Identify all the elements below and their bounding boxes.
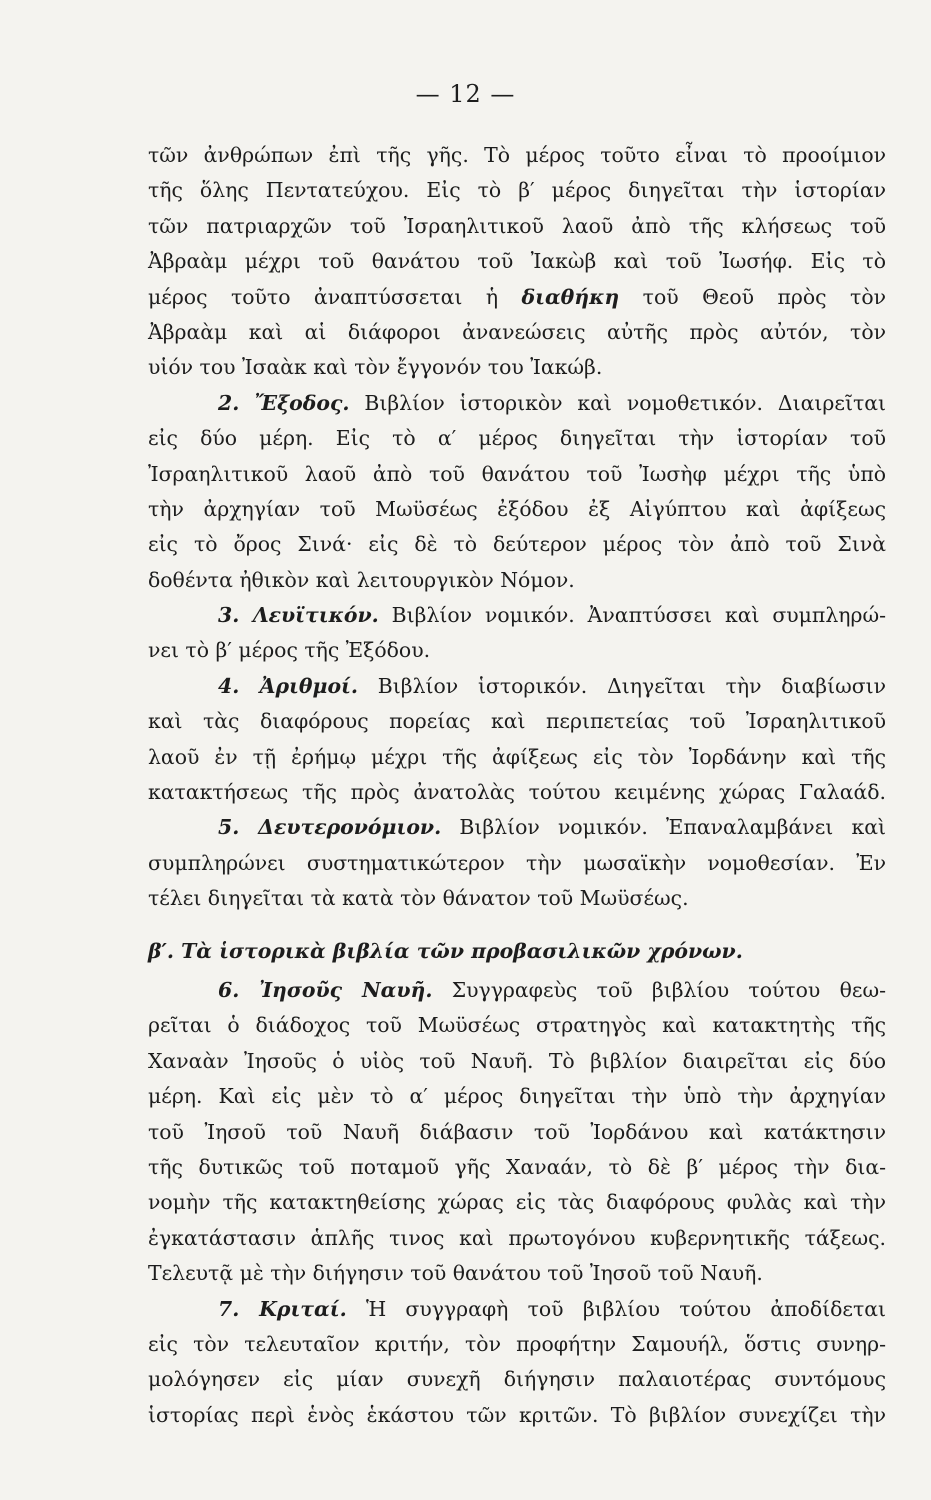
text-line: κατακτήσεως τῆς πρὸς ἀνατολὰς τούτου κειμένης χώρας Γαλαάδ. [148,780,886,805]
text-fragment: Βιβλίον νομικόν. Ἐπαναλαμβάνει καὶ [441,815,886,840]
text-line: μέρη. Καὶ εἰς μὲν τὸ α′ μέρος διηγεῖται τὴν ὑπὸ τὴν ἀρχηγίαν [148,1084,886,1109]
text-line: δοθέντα ἠθικὸν καὶ λειτουργικὸν Νόμον. [148,567,575,592]
text-line: νει τὸ β′ μέρος τῆς Ἐξόδου. [148,638,431,663]
text-line: Τελευτᾷ μὲ τὴν διήγησιν τοῦ θανάτου τοῦ Ἰησοῦ τοῦ Ναυῆ. [148,1261,763,1286]
text-line: υἱόν του Ἰσαὰκ καὶ τὸν ἔγγονόν του Ἰακώβ. [148,355,603,380]
text-line [148,280,886,315]
entry-heading: 4. Ἀριθμοί. [218,673,359,698]
entry-heading: 2. Ἔξοδος. [218,390,350,415]
entry-joshua [148,973,886,1008]
text-line: τῶν ἀνθρώπων ἐπὶ τῆς γῆς. Τὸ μέρος τοῦτο εἶναι τὸ προοίμιον [148,143,886,167]
text-line: εἰς δύο μέρη. Εἰς τὸ α′ μέρος διηγεῖται τὴν ἱστορίαν τοῦ [148,426,886,451]
text-line: λαοῦ ἐν τῇ ἐρήμῳ μέχρι τῆς ἀφίξεως εἰς τὸν Ἰορδάνην καὶ τῆς [148,744,886,769]
entry-heading: 5. Δευτερονόμιον. [218,815,442,840]
text-line: ἐγκατάστασιν ἁπλῆς τινος καὶ πρωτογόνου κυβερνητικῆς τάξεως. [148,1225,886,1250]
text-line: τῶν πατριαρχῶν τοῦ Ἰσραηλιτικοῦ λαοῦ ἀπὸ τῆς κλήσεως τοῦ [148,213,886,238]
text-fragment: τοῦ Θεοῦ πρὸς τὸν [619,284,886,309]
entry-exodus [148,386,886,421]
text-line: καὶ τὰς διαφόρους πορείας καὶ περιπετείας τοῦ Ἰσραηλιτικοῦ [148,709,886,734]
emphasis-diatheke: διαθήκη [521,284,620,309]
entry-heading: 7. Κριταί. [218,1296,347,1321]
text-line: ρεῖται ὁ διάδοχος τοῦ Μωϋσέως στρατηγὸς καὶ κατακτητὴς τῆς [148,1013,886,1038]
text-line: Ἀβραὰμ μέχρι τοῦ θανάτου τοῦ Ἰακὼβ καὶ τοῦ Ἰωσήφ. Εἰς τὸ [148,249,886,274]
section-title: β′. Τὰ ἱστορικὰ βιβλία τῶν προβασιλικῶν χρόνων. [148,938,743,963]
entry-heading: 6. Ἰησοῦς Ναυῆ. [218,977,433,1002]
text-line: Ἀβραὰμ καὶ αἱ διάφοροι ἀνανεώσεις αὐτῆς πρὸς αὐτόν, τὸν [148,319,886,344]
body-text [148,138,886,1433]
text-line: τῆς δυτικῶς τοῦ ποταμοῦ γῆς Χαναάν, τὸ δὲ β′ μέρος τὴν δια- [148,1154,886,1179]
text-line: τέλει διηγεῖται τὰ κατὰ τὸν θάνατον τοῦ Μωϋσέως. [148,886,689,911]
text-fragment: μέρος τοῦτο ἀναπτύσσεται ἡ [148,284,522,309]
page-number: — 12 — [415,80,516,108]
entry-heading: 3. Λευϊτικόν. [218,603,379,628]
text-line: συμπληρώνει συστηματικώτερον τὴν μωσαϊκὴν νομοθεσίαν. Ἐν [148,850,886,875]
text-fragment: Ἡ συγγραφὴ τοῦ βιβλίου τούτου ἀποδίδεται [346,1296,886,1321]
text-line: ἱστορίας περὶ ἑνὸς ἑκάστου τῶν κριτῶν. Τὸ βιβλίον συνεχίζει τὴν [148,1402,886,1427]
text-line: εἰς τὸ ὄρος Σινά· εἰς δὲ τὸ δεύτερον μέρος τὸν ἀπὸ τοῦ Σινὰ [148,532,886,557]
text-line: μολόγησεν εἰς μίαν συνεχῆ διήγησιν παλαιοτέρας συντόμους [148,1367,886,1392]
text-line: τῆς ὅλης Πεντατεύχου. Εἰς τὸ β′ μέρος διηγεῖται τὴν ἱστορίαν [148,178,886,203]
text-line: Ἰσραηλιτικοῦ λαοῦ ἀπὸ τοῦ θανάτου τοῦ Ἰωσὴφ μέχρι τῆς ὑπὸ [148,461,886,486]
text-fragment: Βιβλίον ἱστορικὸν καὶ νομοθετικόν. Διαιρεῖται [349,390,887,415]
text-line: εἰς τὸν τελευταῖον κριτήν, τὸν προφήτην Σαμουήλ, ὅστις συνηρ- [148,1331,886,1356]
text-line: νομὴν τῆς κατακτηθείσης χώρας εἰς τὰς διαφόρους φυλὰς καὶ τὴν [148,1190,886,1215]
text-line: τοῦ Ἰησοῦ τοῦ Ναυῆ διάβασιν τοῦ Ἰορδάνου καὶ κατάκτησιν [148,1119,886,1144]
entry-deuteronomy [148,810,886,845]
text-fragment: Βιβλίον νομικόν. Ἀναπτύσσει καὶ συμπληρώ- [378,603,886,628]
entry-judges [148,1292,886,1327]
entry-leviticus [148,598,886,633]
entry-numbers [148,669,886,704]
text-fragment: Συγγραφεὺς τοῦ βιβλίου τούτου θεω- [432,977,887,1002]
text-line: τὴν ἀρχηγίαν τοῦ Μωϋσέως ἐξόδου ἐξ Αἰγύπτου καὶ ἀφίξεως [148,496,886,521]
text-line: Χαναὰν Ἰησοῦς ὁ υἱὸς τοῦ Ναυῆ. Τὸ βιβλίον διαιρεῖται εἰς δύο [148,1048,886,1073]
text-fragment: Βιβλίον ἱστορικόν. Διηγεῖται τὴν διαβίωσιν [358,673,887,698]
